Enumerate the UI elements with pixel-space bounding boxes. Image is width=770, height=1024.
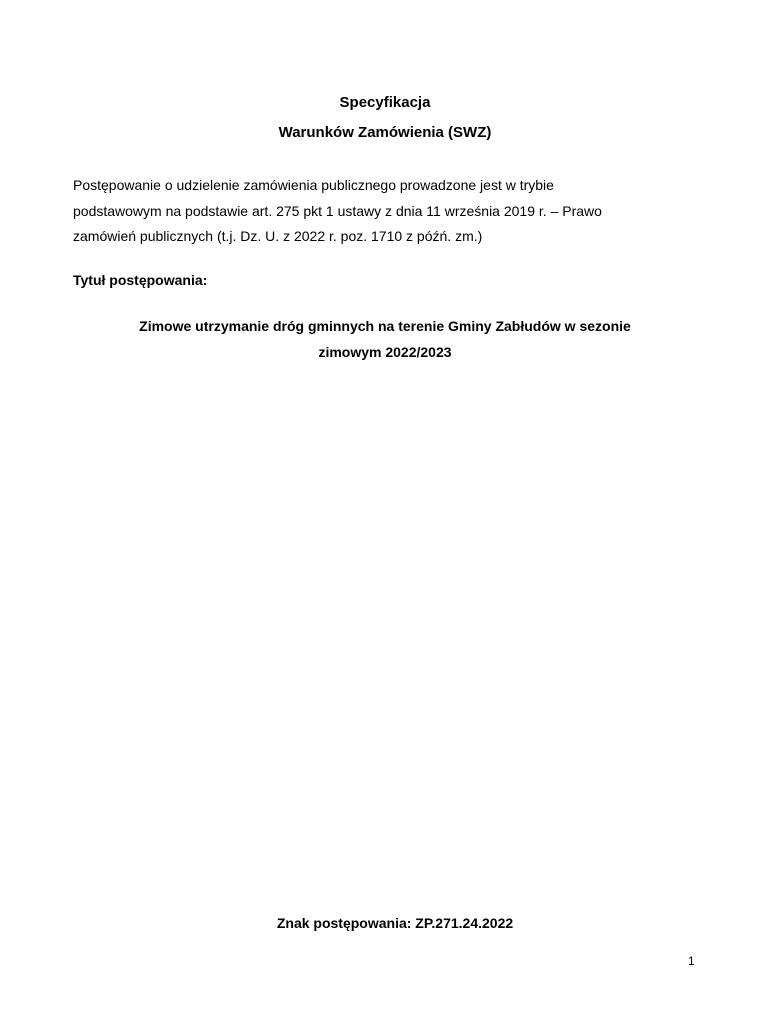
introduction-paragraph	[73, 173, 673, 250]
document-title-line-2: Warunków Zamówienia (SWZ)	[278, 124, 492, 141]
document-title-line-1: Specyfikacja	[339, 94, 431, 111]
page-number: 1	[688, 954, 695, 968]
proceeding-title-line-2: zimowym 2022/2023	[318, 344, 452, 360]
introduction-line-3: zamówień publicznych (t.j. Dz. U. z 2022 r. poz. 1710 z późń. zm.)	[73, 228, 483, 244]
proceeding-title-line-1: Zimowe utrzymanie dróg gminnych na terenie Gminy Zabłudów w sezonie	[139, 318, 631, 334]
proceeding-reference-number: Znak postępowania: ZP.271.24.2022	[276, 915, 514, 931]
proceeding-title-label: Tytuł postępowania:	[73, 272, 208, 288]
introduction-line-2: podstawowym na podstawie art. 275 pkt 1 ustawy z dnia 11 września 2019 r. – Prawo	[73, 202, 602, 219]
introduction-line-1: Postępowanie o udzielenie zamówienia publicznego prowadzone jest w trybie	[73, 177, 554, 193]
